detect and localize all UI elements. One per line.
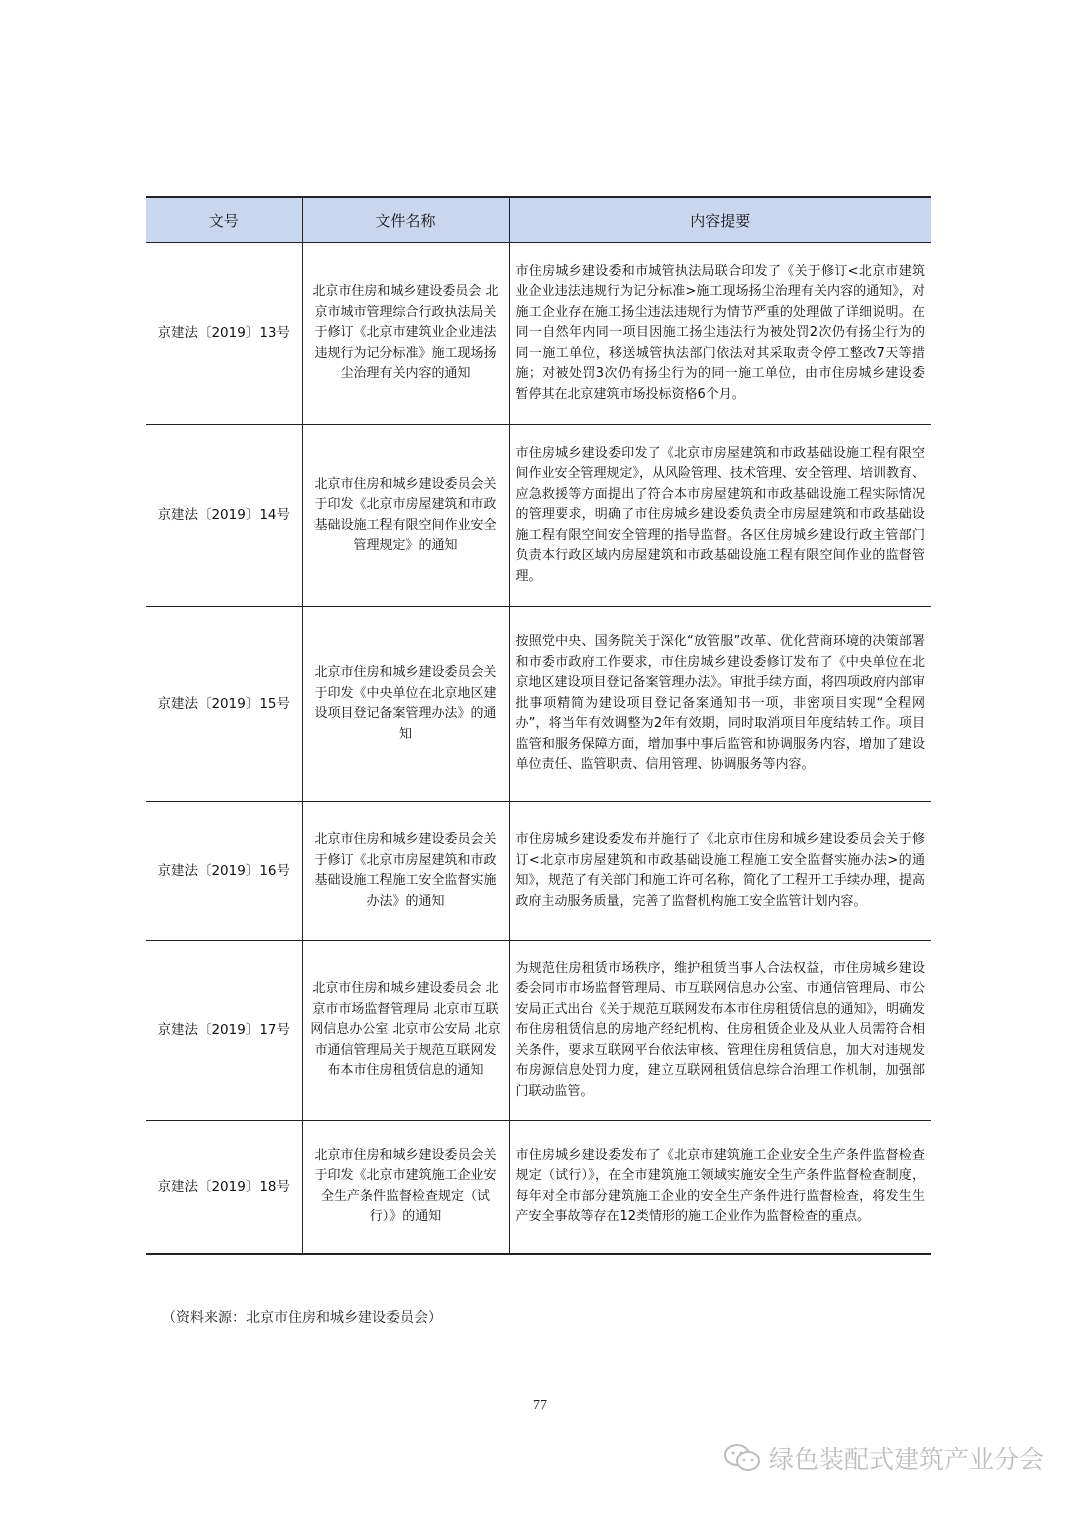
row-name: 北京市住房和城乡建设委员会关于印发《中央单位在北京地区建设项目登记备案管理办法》的通知 (302, 607, 509, 802)
row-number: 京建法〔2019〕16号 (146, 802, 302, 941)
row-summary: 市住房城乡建设委发布了《北京市建筑施工企业安全生产条件监督检查规定（试行）》，在全市建筑施工领域实施安全生产条件监督检查制度，每年对全市部分建筑施工企业的安全生产条件进行监督检查，将发生生产安全事故等存在12类情形的施工企业作为监督检查的重点。 (509, 1121, 931, 1254)
row-name: 北京市住房和城乡建设委员会关于印发《北京市建筑施工企业安全生产条件监督检查规定（试行）》的通知 (302, 1121, 509, 1254)
row-number: 京建法〔2019〕18号 (146, 1121, 302, 1254)
source-note: （资料来源：北京市住房和城乡建设委员会） (162, 1310, 442, 1326)
table-row (146, 243, 931, 425)
regulation-table (146, 196, 931, 1255)
row-summary: 为规范住房租赁市场秩序，维护租赁当事人合法权益，市住房城乡建设委会同市市场监督管理局、市互联网信息办公室、市通信管理局、市公安局正式出台《关于规范互联网发布本市住房租赁信息的通知》，明确发布住房租赁信息的房地产经纪机构、住房租赁企业及从业人员需符合相关条件，要求互联网平台依法审核、管理住房租赁信息，加大对违规发布房源信息处罚力度，建立互联网租赁信息综合治理工作机制，加强部门联动监管。 (509, 941, 931, 1121)
page-number: 77 (533, 1398, 547, 1413)
wechat-icon (723, 1443, 761, 1473)
table-row (146, 425, 931, 607)
row-number: 京建法〔2019〕13号 (146, 243, 302, 425)
table-header-row (146, 197, 931, 243)
row-summary: 市住房城乡建设委和市城管执法局联合印发了《关于修订<北京市建筑业企业违法违规行为记分标准>施工现场扬尘治理有关内容的通知》，对施工企业存在施工扬尘违法违规行为情节严重的处理做了详细说明。在同一自然年内同一项目因施工扬尘违法行为被处罚2次仍有扬尘行为的同一施工单位，移送城管执法部门依法对其采取责令停工整改7天等措施；对被处罚3次仍有扬尘行为的同一施工单位，由市住房城乡建设委暂停其在北京建筑市场投标资格6个月。 (509, 243, 931, 425)
row-summary: 市住房城乡建设委发布并施行了《北京市住房和城乡建设委员会关于修订<北京市房屋建筑和市政基础设施工程施工安全监督实施办法>的通知》，规范了有关部门和施工许可名称，简化了工程开工手续办理，提高政府主动服务质量，完善了监督机构施工安全监管计划内容。 (509, 802, 931, 941)
watermark (723, 1440, 1044, 1476)
row-name: 北京市住房和城乡建设委员会 北京市市场监督管理局 北京市互联网信息办公室 北京市公安局 北京市通信管理局关于规范互联网发布本市住房租赁信息的通知 (302, 941, 509, 1121)
row-name: 北京市住房和城乡建设委员会 北京市城市管理综合行政执法局关于修订《北京市建筑业企业违法违规行为记分标准》施工现场扬尘治理有关内容的通知 (302, 243, 509, 425)
table-row (146, 607, 931, 802)
header-summary: 内容提要 (509, 197, 931, 243)
table-row (146, 802, 931, 941)
row-number: 京建法〔2019〕15号 (146, 607, 302, 802)
header-name: 文件名称 (302, 197, 509, 243)
row-number: 京建法〔2019〕17号 (146, 941, 302, 1121)
table-row (146, 941, 931, 1121)
header-number: 文号 (146, 197, 302, 243)
watermark-text: 绿色装配式建筑产业分会 (768, 1445, 1044, 1474)
row-summary: 按照党中央、国务院关于深化“放管服”改革、优化营商环境的决策部署和市委市政府工作要求，市住房城乡建设委修订发布了《中央单位在北京地区建设项目登记备案管理办法》。审批手续方面，将四项政府内部审批事项精简为建设项目登记备案通知书一项，非密项目实现“全程网办”，将当年有效调整为2年有效期，同时取消项目年度结转工作。项目监管和服务保障方面，增加事中事后监管和协调服务内容，增加了建设单位责任、监管职责、信用管理、协调服务等内容。 (509, 607, 931, 802)
row-summary: 市住房城乡建设委印发了《北京市房屋建筑和市政基础设施工程有限空间作业安全管理规定》，从风险管理、技术管理、安全管理、培训教育、应急救援等方面提出了符合本市房屋建筑和市政基础设施工程实际情况的管理要求，明确了市住房城乡建设委负责全市房屋建筑和市政基础设施工程有限空间安全管理的指导监督。各区住房城乡建设行政主管部门负责本行政区域内房屋建筑和市政基础设施工程有限空间作业的监督管理。 (509, 425, 931, 607)
row-name: 北京市住房和城乡建设委员会关于印发《北京市房屋建筑和市政基础设施工程有限空间作业安全管理规定》的通知 (302, 425, 509, 607)
row-name: 北京市住房和城乡建设委员会关于修订《北京市房屋建筑和市政基础设施工程施工安全监督实施办法》的通知 (302, 802, 509, 941)
row-number: 京建法〔2019〕14号 (146, 425, 302, 607)
table-row (146, 1121, 931, 1254)
